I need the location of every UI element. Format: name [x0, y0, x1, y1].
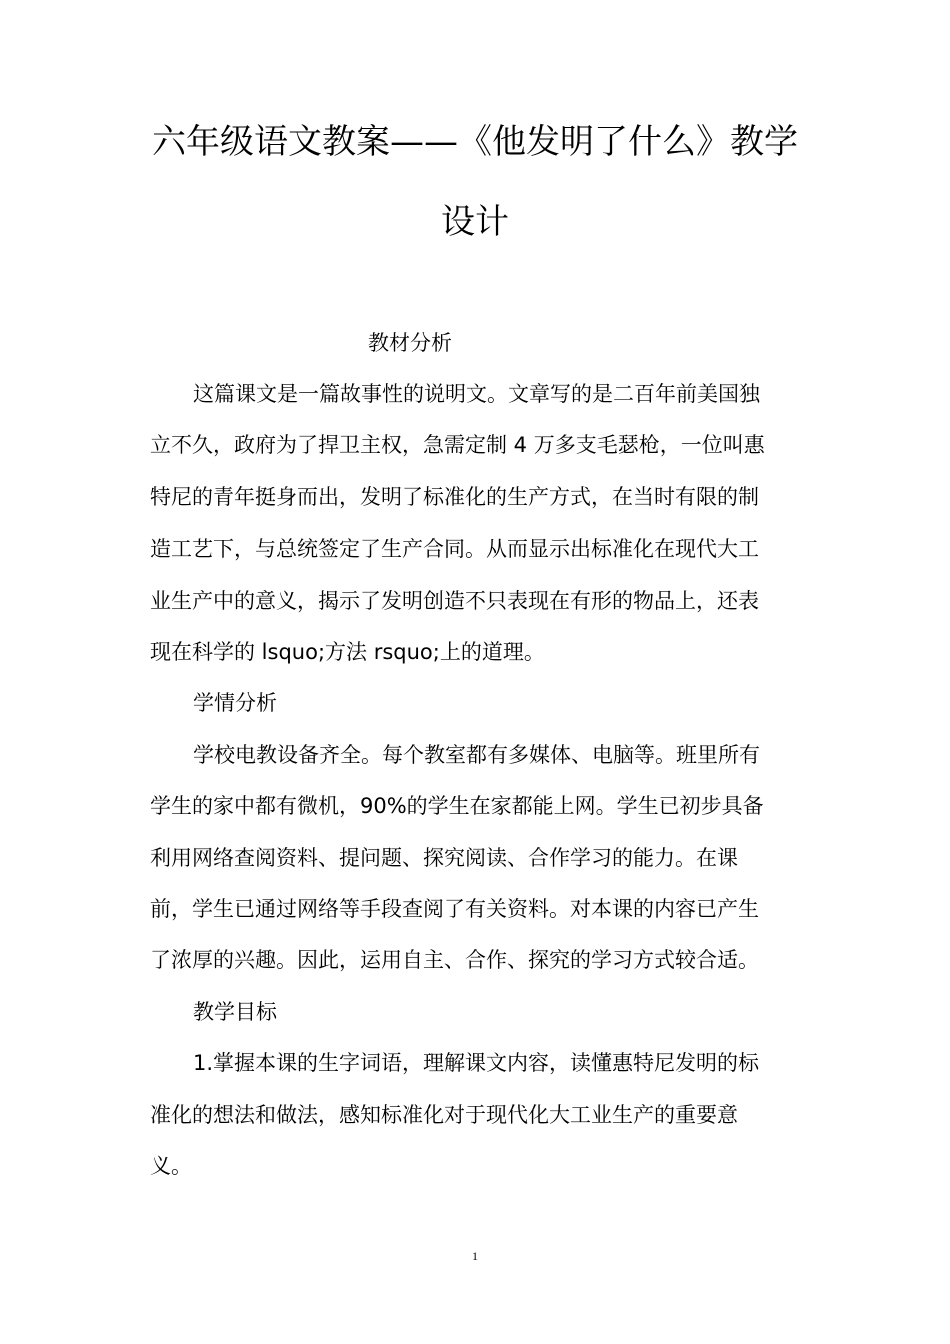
paragraph-line: 业生产中的意义，揭示了发明创造不只表现在有形的物品上，还表 — [150, 589, 759, 613]
paragraph-line: 前，学生已通过网络等手段查阅了有关资料。对本课的内容已产生 — [150, 897, 759, 921]
section-heading-student-analysis: 学情分析 — [193, 691, 277, 715]
paragraph-line: 准化的想法和做法，感知标准化对于现代化大工业生产的重要意 — [150, 1103, 738, 1127]
paragraph-line: 特尼的青年挺身而出，发明了标准化的生产方式，在当时有限的制 — [150, 485, 759, 509]
paragraph-line: 学校电教设备齐全。每个教室都有多媒体、电脑等。班里所有 — [193, 743, 760, 767]
document-title-line-1: 六年级语文教案——《他发明了什么》教学 — [152, 122, 798, 162]
paragraph-line: 立不久，政府为了捍卫主权，急需定制 4 万多支毛瑟枪，一位叫惠 — [150, 433, 765, 457]
section-heading-textbook-analysis: 教材分析 — [368, 331, 452, 355]
paragraph-line: 造工艺下，与总统签定了生产合同。从而显示出标准化在现代大工 — [150, 537, 759, 561]
paragraph-line: 现在科学的 lsquo;方法 rsquo;上的道理。 — [150, 640, 545, 664]
paragraph-line: 利用网络查阅资料、提问题、探究阅读、合作学习的能力。在课 — [150, 846, 738, 870]
paragraph-line: 了浓厚的兴趣。因此，运用自主、合作、探究的学习方式较合适。 — [150, 948, 759, 972]
paragraph-line: 学生的家中都有微机，90%的学生在家都能上网。学生已初步具备 — [150, 794, 764, 818]
paragraph-line: 义。 — [150, 1154, 192, 1178]
paragraph-line: 这篇课文是一篇故事性的说明文。文章写的是二百年前美国独 — [193, 382, 760, 406]
document-title-line-2: 设计 — [441, 202, 509, 242]
paragraph-line: 1.掌握本课的生字词语，理解课文内容，读懂惠特尼发明的标 — [193, 1051, 760, 1075]
section-heading-teaching-goals: 教学目标 — [193, 1000, 277, 1024]
page-number: 1 — [472, 1249, 478, 1263]
